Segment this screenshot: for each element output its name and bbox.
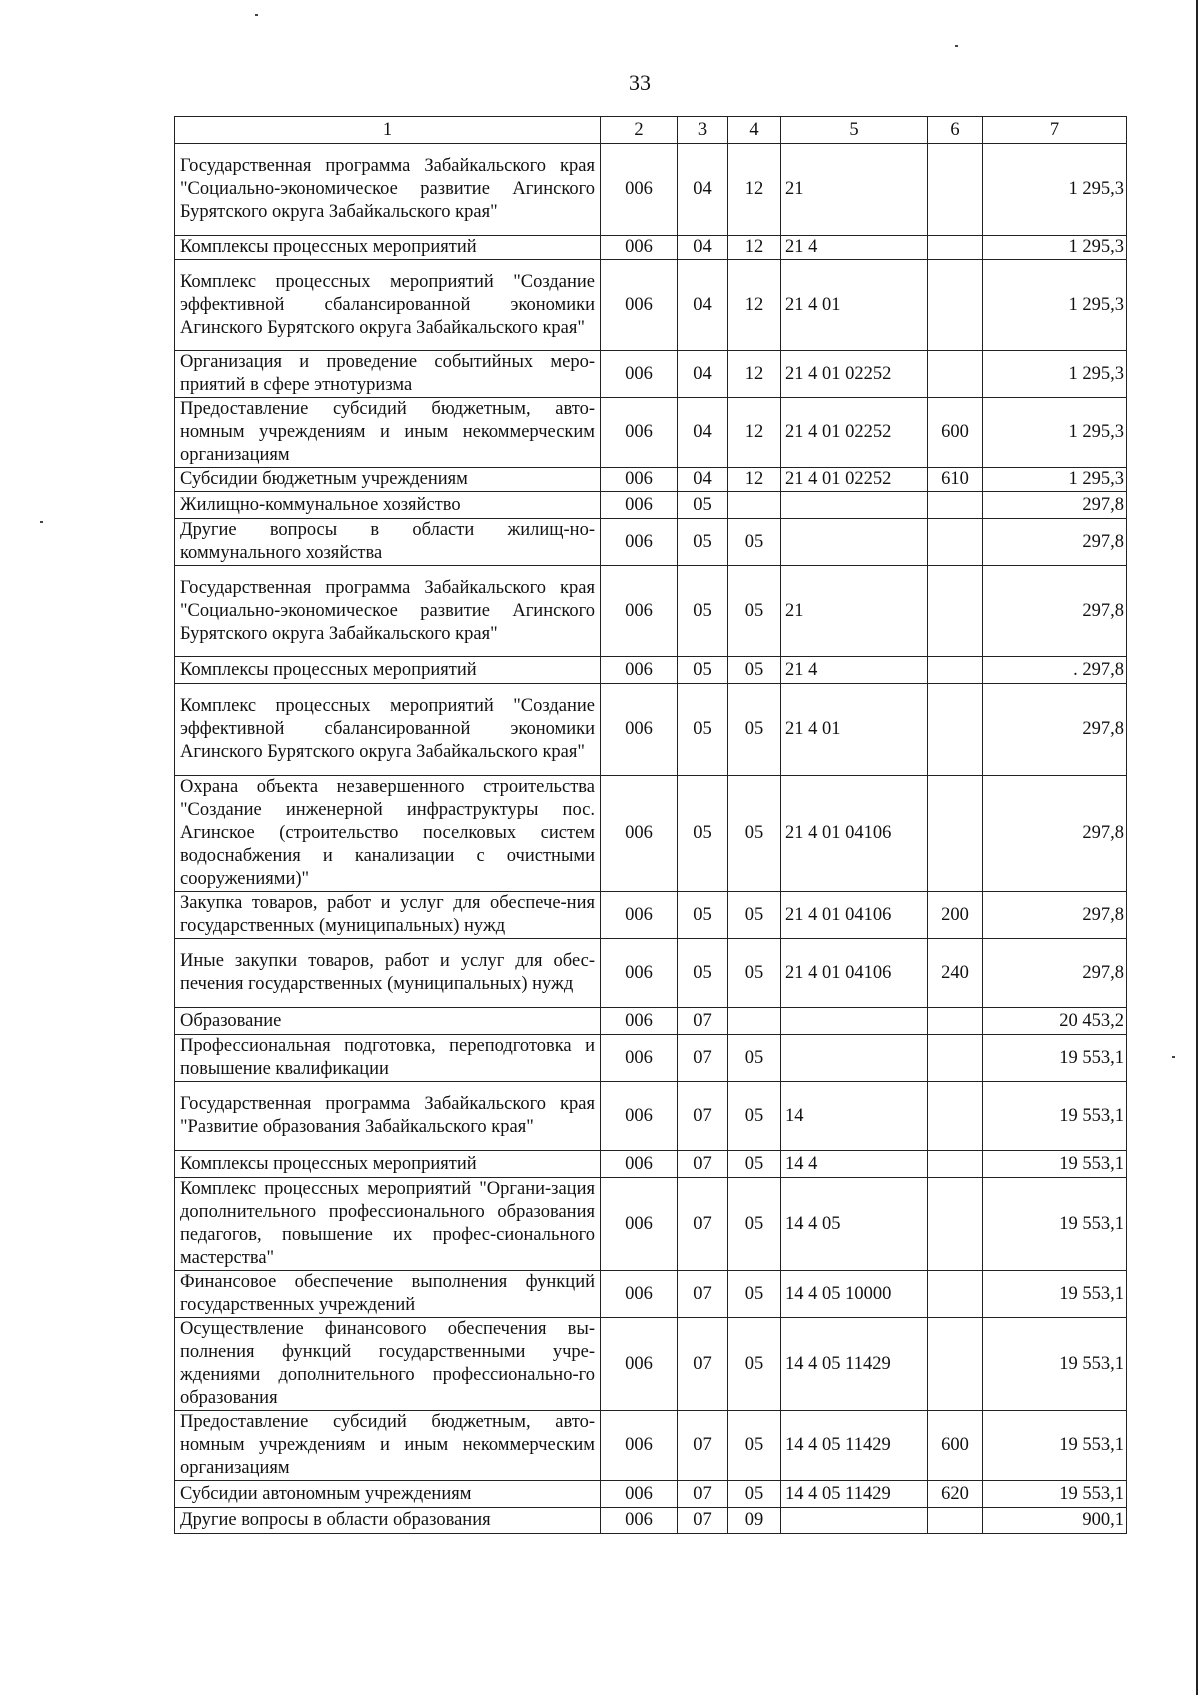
section-code: 04: [678, 260, 728, 351]
amount: 19 553,1: [983, 1178, 1127, 1271]
section-code: 05: [678, 492, 728, 519]
expense-type-code: 610: [928, 468, 983, 492]
amount: 19 553,1: [983, 1151, 1127, 1178]
target-item-code: 14 4 05 11429: [781, 1318, 928, 1411]
table-row: [175, 1318, 1127, 1411]
row-name: Государственная программа Забайкальского края "Социально-экономическое развитие Агинского Бурятского округа Забайкальского края": [175, 566, 601, 657]
amount: 19 553,1: [983, 1271, 1127, 1318]
expense-type-code: 620: [928, 1481, 983, 1508]
table-row: [175, 684, 1127, 776]
amount: 19 553,1: [983, 1082, 1127, 1151]
expense-type-code: [928, 351, 983, 398]
row-name: Комплекс процессных мероприятий "Создание эффективной сбалансированной экономики Агинского Бурятского округа Забайкальского края": [175, 260, 601, 351]
subsection-code: 09: [728, 1508, 781, 1534]
target-item-code: 21 4: [781, 236, 928, 260]
amount: 19 553,1: [983, 1035, 1127, 1082]
expense-type-code: [928, 1271, 983, 1318]
section-code: 07: [678, 1481, 728, 1508]
target-item-code: [781, 1508, 928, 1534]
subsection-code: [728, 1008, 781, 1035]
row-name: Профессиональная подготовка, переподготовка и повышение квалификации: [175, 1035, 601, 1082]
amount: 297,8: [983, 566, 1127, 657]
target-item-code: 21 4 01 02252: [781, 468, 928, 492]
budget-table: [174, 116, 1127, 1534]
grbs-code: 006: [601, 492, 678, 519]
section-code: 07: [678, 1178, 728, 1271]
subsection-code: 05: [728, 1411, 781, 1481]
target-item-code: 21: [781, 144, 928, 236]
header-cell: 3: [678, 117, 728, 144]
target-item-code: 21 4 01 02252: [781, 398, 928, 468]
target-item-code: [781, 1035, 928, 1082]
target-item-code: 14 4 05: [781, 1178, 928, 1271]
row-name: Охрана объекта незавершенного строительства "Создание инженерной инфраструктуры пос. Агинское (строительство поселковых систем водоснабжения и канализации с очистными сооружениями)": [175, 776, 601, 892]
table-row: [175, 144, 1127, 236]
subsection-code: [728, 492, 781, 519]
subsection-code: 05: [728, 1481, 781, 1508]
expense-type-code: [928, 236, 983, 260]
section-code: 07: [678, 1035, 728, 1082]
expense-type-code: [928, 776, 983, 892]
subsection-code: 05: [728, 684, 781, 776]
header-cell: 2: [601, 117, 678, 144]
expense-type-code: [928, 1035, 983, 1082]
section-code: 05: [678, 892, 728, 939]
grbs-code: 006: [601, 351, 678, 398]
expense-type-code: [928, 1508, 983, 1534]
target-item-code: 14 4 05 10000: [781, 1271, 928, 1318]
subsection-code: 12: [728, 260, 781, 351]
table-row: [175, 939, 1127, 1008]
row-name: Осуществление финансового обеспечения вы-полнения функций государственными учре-ждениями дополнительного профессионально-го образования: [175, 1318, 601, 1411]
table-row: [175, 351, 1127, 398]
expense-type-code: [928, 492, 983, 519]
expense-type-code: [928, 260, 983, 351]
table-row: [175, 1035, 1127, 1082]
amount: 297,8: [983, 939, 1127, 1008]
grbs-code: 006: [601, 1318, 678, 1411]
expense-type-code: [928, 1178, 983, 1271]
grbs-code: 006: [601, 519, 678, 566]
header-cell: 5: [781, 117, 928, 144]
amount: 1 295,3: [983, 236, 1127, 260]
section-code: 04: [678, 468, 728, 492]
grbs-code: 006: [601, 657, 678, 684]
grbs-code: 006: [601, 1151, 678, 1178]
table-row: [175, 1178, 1127, 1271]
expense-type-code: [928, 684, 983, 776]
section-code: 04: [678, 236, 728, 260]
grbs-code: 006: [601, 1082, 678, 1151]
subsection-code: 12: [728, 351, 781, 398]
table-row: [175, 260, 1127, 351]
table-row: [175, 1008, 1127, 1035]
grbs-code: 006: [601, 1271, 678, 1318]
scan-edge: [1196, 0, 1198, 1695]
subsection-code: 12: [728, 468, 781, 492]
amount: 20 453,2: [983, 1008, 1127, 1035]
expense-type-code: [928, 1082, 983, 1151]
section-code: 05: [678, 684, 728, 776]
section-code: 07: [678, 1271, 728, 1318]
table-row: [175, 1508, 1127, 1534]
expense-type-code: [928, 519, 983, 566]
table-row: [175, 1411, 1127, 1481]
section-code: 07: [678, 1318, 728, 1411]
row-name: Комплексы процессных мероприятий: [175, 236, 601, 260]
row-name: Государственная программа Забайкальского края "Социально-экономическое развитие Агинского Бурятского округа Забайкальского края": [175, 144, 601, 236]
header-cell: 1: [175, 117, 601, 144]
scan-speck: [40, 521, 43, 523]
section-code: 05: [678, 939, 728, 1008]
table-body: [175, 144, 1127, 1534]
row-name: Организация и проведение событийных меро-приятий в сфере этнотуризма: [175, 351, 601, 398]
subsection-code: 05: [728, 776, 781, 892]
target-item-code: [781, 1008, 928, 1035]
target-item-code: 21 4 01 04106: [781, 892, 928, 939]
row-name: Финансовое обеспечение выполнения функций государственных учреждений: [175, 1271, 601, 1318]
expense-type-code: 200: [928, 892, 983, 939]
section-code: 07: [678, 1008, 728, 1035]
amount: 19 553,1: [983, 1481, 1127, 1508]
target-item-code: 21 4 01 04106: [781, 776, 928, 892]
table-row: [175, 1151, 1127, 1178]
grbs-code: 006: [601, 260, 678, 351]
amount: 19 553,1: [983, 1411, 1127, 1481]
table-row: [175, 1082, 1127, 1151]
grbs-code: 006: [601, 236, 678, 260]
subsection-code: 12: [728, 236, 781, 260]
amount: 1 295,3: [983, 468, 1127, 492]
table-row: [175, 776, 1127, 892]
table-row: [175, 468, 1127, 492]
target-item-code: [781, 519, 928, 566]
expense-type-code: [928, 657, 983, 684]
grbs-code: 006: [601, 398, 678, 468]
amount: 19 553,1: [983, 1318, 1127, 1411]
target-item-code: 14: [781, 1082, 928, 1151]
scan-speck: [955, 45, 958, 47]
row-name: Другие вопросы в области образования: [175, 1508, 601, 1534]
section-code: 07: [678, 1082, 728, 1151]
table-row: [175, 236, 1127, 260]
header-cell: 7: [983, 117, 1127, 144]
section-code: 05: [678, 657, 728, 684]
target-item-code: 14 4: [781, 1151, 928, 1178]
expense-type-code: 600: [928, 1411, 983, 1481]
target-item-code: 21 4: [781, 657, 928, 684]
subsection-code: 05: [728, 657, 781, 684]
amount: 1 295,3: [983, 398, 1127, 468]
grbs-code: 006: [601, 776, 678, 892]
subsection-code: 12: [728, 144, 781, 236]
row-name: Предоставление субсидий бюджетным, авто-номным учреждениям и иным некоммерческим организациям: [175, 398, 601, 468]
amount: 900,1: [983, 1508, 1127, 1534]
amount: 1 295,3: [983, 351, 1127, 398]
grbs-code: 006: [601, 684, 678, 776]
expense-type-code: [928, 1318, 983, 1411]
section-code: 05: [678, 566, 728, 657]
table-row: [175, 566, 1127, 657]
grbs-code: 006: [601, 1178, 678, 1271]
subsection-code: 12: [728, 398, 781, 468]
grbs-code: 006: [601, 1008, 678, 1035]
target-item-code: 21 4 01 04106: [781, 939, 928, 1008]
section-code: 04: [678, 144, 728, 236]
row-name: Комплексы процессных мероприятий: [175, 1151, 601, 1178]
scan-speck: [1172, 1056, 1175, 1058]
subsection-code: 05: [728, 519, 781, 566]
target-item-code: 21 4 01: [781, 684, 928, 776]
subsection-code: 05: [728, 892, 781, 939]
table-row: [175, 1271, 1127, 1318]
amount: 1 295,3: [983, 260, 1127, 351]
expense-type-code: 240: [928, 939, 983, 1008]
section-code: 04: [678, 351, 728, 398]
page-number: 33: [629, 70, 651, 95]
table-row: [175, 657, 1127, 684]
table-header-row: [175, 117, 1127, 144]
section-code: 05: [678, 519, 728, 566]
table-row: [175, 1481, 1127, 1508]
row-name: Комплекс процессных мероприятий "Создание эффективной сбалансированной экономики Агинского Бурятского округа Забайкальского края": [175, 684, 601, 776]
grbs-code: 006: [601, 1481, 678, 1508]
target-item-code: 14 4 05 11429: [781, 1411, 928, 1481]
amount: 297,8: [983, 684, 1127, 776]
amount: . 297,8: [983, 657, 1127, 684]
expense-type-code: [928, 144, 983, 236]
target-item-code: 21 4 01 02252: [781, 351, 928, 398]
table-row: [175, 519, 1127, 566]
row-name: Жилищно-коммунальное хозяйство: [175, 492, 601, 519]
row-name: Предоставление субсидий бюджетным, авто-номным учреждениям и иным некоммерческим организациям: [175, 1411, 601, 1481]
row-name: Субсидии автономным учреждениям: [175, 1481, 601, 1508]
grbs-code: 006: [601, 1035, 678, 1082]
target-item-code: 21: [781, 566, 928, 657]
section-code: 05: [678, 776, 728, 892]
amount: 297,8: [983, 776, 1127, 892]
row-name: Иные закупки товаров, работ и услуг для обес-печения государственных (муниципальных) нужд: [175, 939, 601, 1008]
expense-type-code: [928, 1151, 983, 1178]
table-row: [175, 492, 1127, 519]
grbs-code: 006: [601, 468, 678, 492]
row-name: Государственная программа Забайкальского края "Развитие образования Забайкальского края": [175, 1082, 601, 1151]
header-cell: 4: [728, 117, 781, 144]
subsection-code: 05: [728, 1151, 781, 1178]
amount: 297,8: [983, 892, 1127, 939]
row-name: Другие вопросы в области жилищ-но-коммунального хозяйства: [175, 519, 601, 566]
subsection-code: 05: [728, 566, 781, 657]
section-code: 07: [678, 1508, 728, 1534]
section-code: 07: [678, 1411, 728, 1481]
target-item-code: 14 4 05 11429: [781, 1481, 928, 1508]
grbs-code: 006: [601, 939, 678, 1008]
row-name: Комплексы процессных мероприятий: [175, 657, 601, 684]
subsection-code: 05: [728, 1178, 781, 1271]
subsection-code: 05: [728, 1035, 781, 1082]
row-name: Закупка товаров, работ и услуг для обеспече-ния государственных (муниципальных) нужд: [175, 892, 601, 939]
subsection-code: 05: [728, 1318, 781, 1411]
target-item-code: 21 4 01: [781, 260, 928, 351]
amount: 297,8: [983, 492, 1127, 519]
expense-type-code: [928, 1008, 983, 1035]
grbs-code: 006: [601, 892, 678, 939]
subsection-code: 05: [728, 939, 781, 1008]
target-item-code: [781, 492, 928, 519]
row-name: Субсидии бюджетным учреждениям: [175, 468, 601, 492]
amount: 297,8: [983, 519, 1127, 566]
grbs-code: 006: [601, 1411, 678, 1481]
section-code: 07: [678, 1151, 728, 1178]
subsection-code: 05: [728, 1082, 781, 1151]
section-code: 04: [678, 398, 728, 468]
grbs-code: 006: [601, 566, 678, 657]
row-name: Комплекс процессных мероприятий "Органи-зация дополнительного профессионального образования педагогов, повышение их профес-сионального мастерства": [175, 1178, 601, 1271]
table-row: [175, 892, 1127, 939]
table-row: [175, 398, 1127, 468]
header-cell: 6: [928, 117, 983, 144]
expense-type-code: 600: [928, 398, 983, 468]
amount: 1 295,3: [983, 144, 1127, 236]
grbs-code: 006: [601, 1508, 678, 1534]
scan-speck: [255, 14, 258, 16]
grbs-code: 006: [601, 144, 678, 236]
subsection-code: 05: [728, 1271, 781, 1318]
row-name: Образование: [175, 1008, 601, 1035]
expense-type-code: [928, 566, 983, 657]
